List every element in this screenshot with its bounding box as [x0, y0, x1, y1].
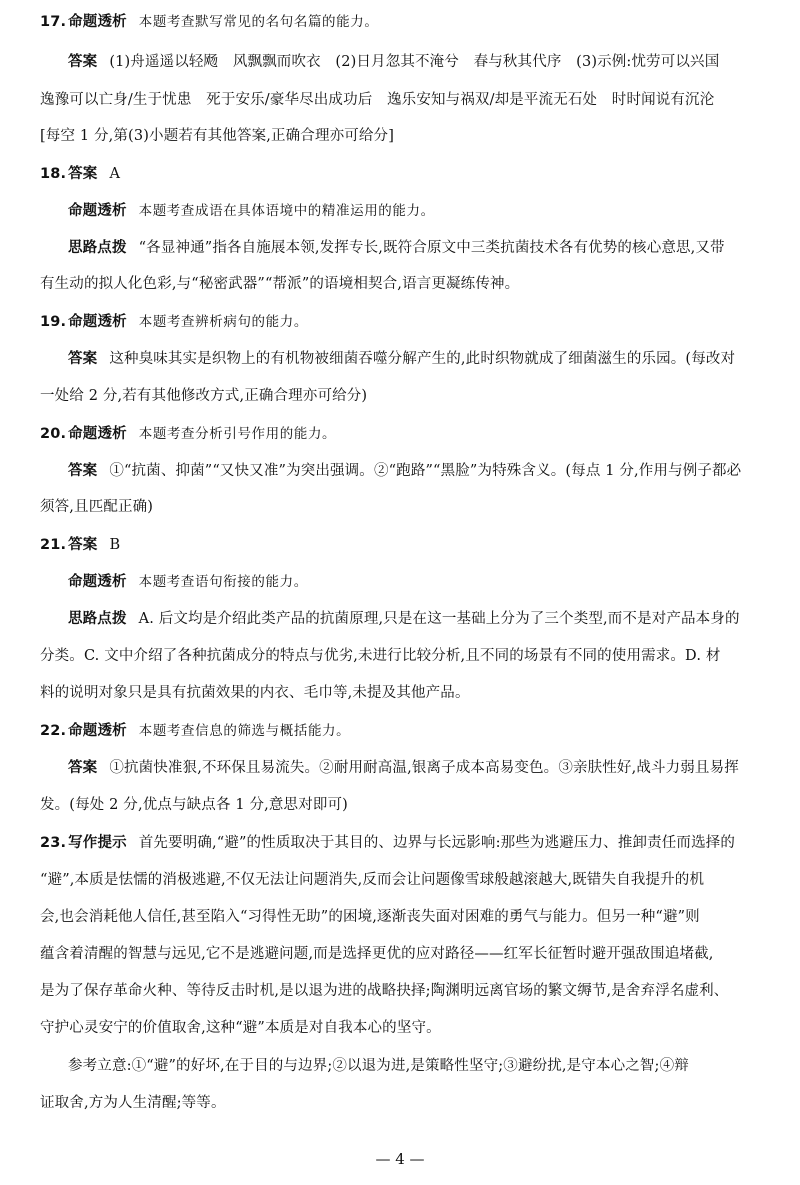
page-number: — 4 — — [375, 1150, 425, 1168]
q18-hint-line-1: 思路点拨 “各显神通”指各自施展本领,发挥专长,既符合原文中三类抗菌技术各有优势的核心意思,又带 — [68, 240, 725, 256]
q23-prompt-line-5: 是为了保存革命火种、等待反击时机,是以退为进的战略抉择;陶渊明远离官场的繁文缛节,是舍弃浮名虚利、 — [40, 983, 729, 999]
q21-hint-line-1: 思路点拨 A. 后文均是介绍此类产品的抗菌原理,只是在这一基础上分为了三个类型,而不是对产品本身的 — [68, 611, 740, 627]
q18-hint-line-2: 有生动的拟人化色彩,与“秘密武器”“帮派”的语境相契合,语言更凝练传神。 — [40, 276, 520, 292]
q21-hint-line-2: 分类。C. 文中介绍了各种抗菌成分的特点与优劣,未进行比较分析,且不同的场景有不同的使用需求。D. 材 — [40, 648, 721, 664]
q23-prompt-line-4: 蕴含着清醒的智慧与远见,它不是逃避问题,而是选择更优的应对路径——红军长征暂时避开强敌围追堵截, — [40, 946, 714, 962]
q21-analysis: 命题透析 本题考查语句衔接的能力。 — [68, 574, 308, 590]
q19-answer-line-2: 一处给 2 分,若有其他修改方式,正确合理亦可给分) — [40, 388, 368, 404]
q19-answer-line-1: 答案 这种臭味其实是织物上的有机物被细菌吞噬分解产生的,此时织物就成了细菌滋生的乐园。(每改对 — [68, 351, 736, 367]
q22-answer-line-1: 答案 ①抗菌快准狠,不环保且易流失。②耐用耐高温,银离子成本高易变色。③亲肤性好,战斗力弱且易挥 — [68, 760, 739, 776]
q18-analysis: 命题透析 本题考查成语在具体语境中的精准运用的能力。 — [68, 203, 435, 219]
q23-prompt-line-2: “避”,本质是怯懦的消极逃避,不仅无法让问题消失,反而会让问题像雪球般越滚越大,既错失自我提升的机 — [40, 872, 705, 888]
q22-answer-line-2: 发。(每处 2 分,优点与缺点各 1 分,意思对即可) — [40, 797, 348, 813]
q17-label-analysis: 命题透析 — [68, 14, 127, 30]
q17-answer-line-1: 答案 (1)舟遥遥以轻飏 风飘飘而吹衣 (2)日月忽其不淹兮 春与秋其代序 (3)示例:忧劳可以兴国 — [68, 54, 720, 70]
q23-reference-line-2: 证取舍,方为人生清醒;等等。 — [40, 1095, 226, 1111]
q20-answer-line-2: 须答,且匹配正确) — [40, 499, 154, 515]
q23-reference-line-1: 参考立意:①“避”的好坏,在于目的与边界;②以退为进,是策略性坚守;③避纷扰,是守本心之智;④辩 — [68, 1058, 689, 1074]
q23-prompt-line-1: 23. 写作提示 首先要明确,“避”的性质取决于其目的、边界与长远影响:那些为逃避压力、推卸责任而选择的 — [40, 835, 736, 851]
q18-answer: 18. 答案 A — [40, 166, 121, 182]
q19-analysis: 19. 命题透析 本题考查辨析病句的能力。 — [40, 314, 308, 330]
q21-answer: 21. 答案 B — [40, 537, 121, 553]
q23-prompt-line-6: 守护心灵安宁的价值取舍,这种“避”本质是对自我本心的坚守。 — [40, 1020, 441, 1036]
q17-answer-line-2: 逸豫可以亡身/生于忧患 死于安乐/豪华尽出成功后 逸乐安知与祸双/却是平流无石处 时时闻说有沉沦 — [40, 92, 715, 108]
q17-header: 17. 命题透析 本题考查默写常见的名句名篇的能力。 — [40, 14, 379, 30]
q20-answer-line-1: 答案 ①“抗菌、抑菌”“又快又准”为突出强调。②“跑路”“黑脸”为特殊含义。(每点 1 分,作用与例子都必 — [68, 463, 742, 479]
q17-answer-line-3: [每空 1 分,第(3)小题若有其他答案,正确合理亦可给分] — [40, 128, 395, 144]
q21-hint-line-3: 料的说明对象只是具有抗菌效果的内衣、毛巾等,未提及其他产品。 — [40, 685, 470, 701]
q22-analysis: 22. 命题透析 本题考查信息的筛选与概括能力。 — [40, 723, 351, 739]
q23-prompt-line-3: 会,也会消耗他人信任,甚至陷入“习得性无助”的困境,逐渐丧失面对困难的勇气与能力。但另一种“避”则 — [40, 909, 700, 925]
q20-analysis: 20. 命题透析 本题考查分析引号作用的能力。 — [40, 426, 337, 442]
